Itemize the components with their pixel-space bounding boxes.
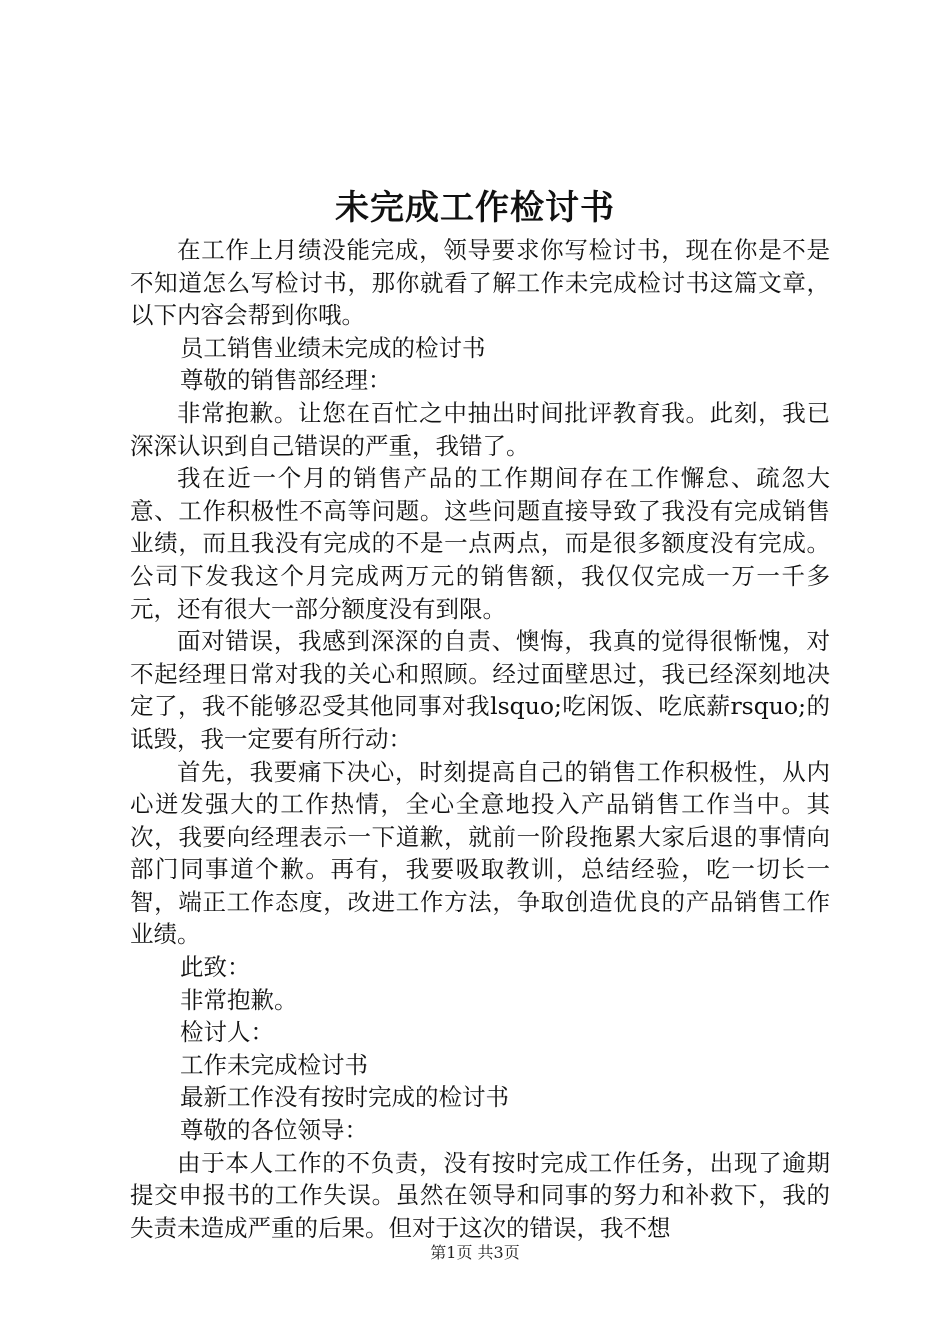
body-line: 检讨人：	[180, 1018, 274, 1047]
body-paragraph: 由于本人工作的不负责，没有按时完成工作任务，出现了逾期提交申报书的工作失误。虽然在领导和同事的努力和补救下，我的失责未造成严重的后果。但对于这次的错误，我不想	[130, 1148, 830, 1242]
body-paragraph: 在工作上月绩没能完成，领导要求你写检讨书，现在你是不是不知道怎么写检讨书，那你就看了解工作未完成检讨书这篇文章，以下内容会帮到你哦。	[130, 236, 830, 330]
document-body	[130, 234, 830, 1244]
body-line: 最新工作没有按时完成的检讨书	[180, 1083, 509, 1112]
document-title: 未完成工作检讨书	[335, 188, 615, 228]
body-paragraph: 面对错误，我感到深深的自责、懊悔，我真的觉得很惭愧，对不起经理日常对我的关心和照顾。经过面壁思过，我已经深刻地决定了，我不能够忍受其他同事对我lsquo;吃闲饭、吃底薪rsquo;的诋毁，我一定要有所行动：	[130, 627, 830, 753]
body-line: 员工销售业绩未完成的检讨书	[180, 333, 486, 362]
body-paragraph: 首先，我要痛下决心，时刻提高自己的销售工作积极性，从内心迸发强大的工作热情，全心全意地投入产品销售工作当中。其次，我要向经理表示一下道歉，就前一阶段拖累大家后退的事情向部门同事道个歉。再有，我要吸取教训，总结经验，吃一切长一智，端正工作态度，改进工作方法，争取创造优良的产品销售工作业绩。	[130, 757, 830, 949]
body-line: 尊敬的销售部经理：	[180, 366, 392, 395]
body-line: 工作未完成检讨书	[180, 1050, 368, 1079]
body-line: 尊敬的各位领导：	[180, 1116, 368, 1145]
body-line: 非常抱歉。	[180, 985, 298, 1014]
body-paragraph: 非常抱歉。让您在百忙之中抽出时间批评教育我。此刻，我已深深认识到自己错误的严重，我错了。	[130, 398, 830, 460]
page-footer: 第1页 共3页	[430, 1243, 520, 1262]
body-line: 此致：	[180, 953, 251, 982]
body-paragraph: 我在近一个月的销售产品的工作期间存在工作懈怠、疏忽大意、工作积极性不高等问题。这些问题直接导致了我没有完成销售业绩，而且我没有完成的不是一点两点，而是很多额度没有完成。公司下发我这个月完成两万元的销售额，我仅仅完成一万一千多元，还有很大一部分额度没有到限。	[130, 464, 830, 623]
